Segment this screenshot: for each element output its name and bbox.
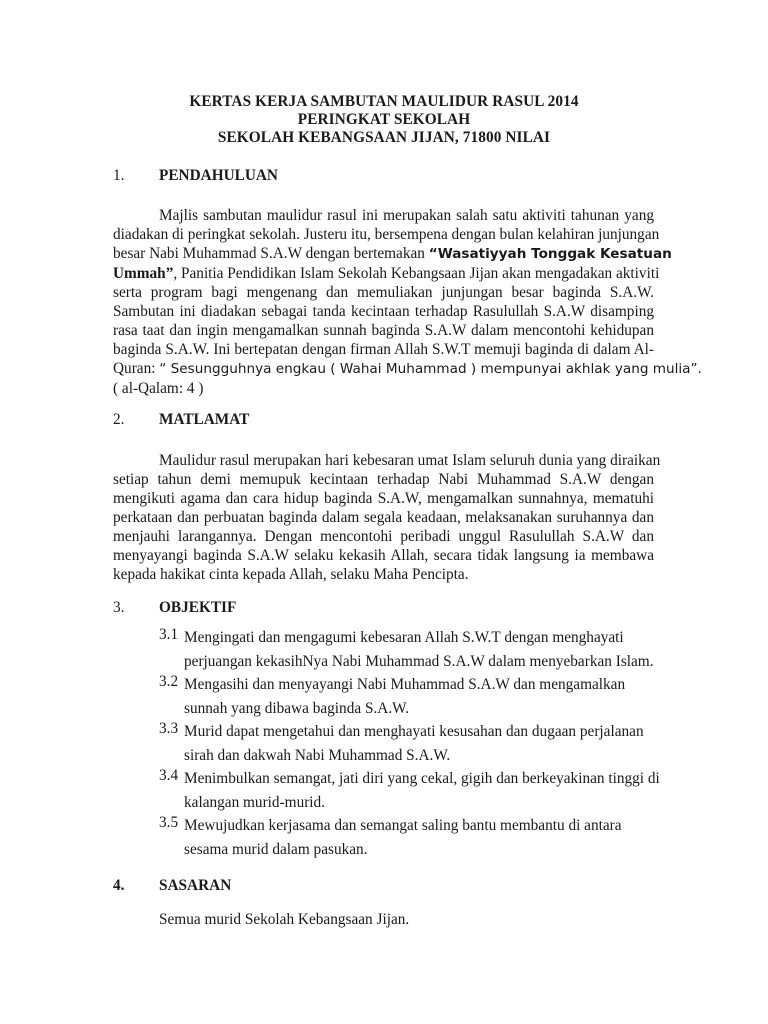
paragraph-line: Semua murid Sekolah Kebangsaan Jijan. <box>159 911 410 928</box>
paragraph-line: Ummah”, Panitia Pendidikan Islam Sekolah Kebangsaan Jijan akan mengadakan aktiviti <box>113 265 660 282</box>
section-heading-objektif <box>113 599 236 617</box>
objective-item <box>159 720 659 767</box>
section-title: SASARAN <box>159 877 232 894</box>
objective-number: 3.2 <box>159 673 179 690</box>
theme-text: Ummah” <box>113 265 174 282</box>
paragraph-line: ( al-Qalam: 4 ) <box>113 380 204 397</box>
paragraph-line: besar Nabi Muhammad S.A.W dengan bertemakan “Wasatiyyah Tonggak Kesatuan <box>113 245 672 262</box>
paragraph-line: Majlis sambutan maulidur rasul ini merupakan salah satu aktiviti tahunan yang <box>159 207 654 224</box>
paragraph-line: menjauhi larangannya. Dengan mencontohi peribadi unggul Rasulullah S.A.W dan <box>113 528 654 545</box>
objective-text: Mengingati dan mengagumi kebesaran Allah S.W.T dengan menghayati perjuangan kekasihNya Nabi Muhammad S.A.W dalam menyebarkan Islam. <box>184 629 654 670</box>
paragraph-line: perkataan dan perbuatan baginda dalam segala keadaan, melaksanakan suruhannya dan <box>113 509 654 526</box>
title-line-3: SEKOLAH KEBANGSAAN JIJAN, 71800 NILAI <box>217 129 551 146</box>
objective-text: Menimbulkan semangat, jati diri yang cekal, gigih dan berkeyakinan tinggi di kalangan murid-murid. <box>184 770 660 811</box>
section-heading-sasaran <box>113 877 231 895</box>
section-number: 2. <box>113 411 125 428</box>
objective-text: Mengasihi dan menyayangi Nabi Muhammad S.A.W dan mengamalkan sunnah yang dibawa baginda S.A.W. <box>184 676 626 717</box>
paragraph-line: Quran: “ Sesungguhnya engkau ( Wahai Muhammad ) mempunyai akhlak yang mulia”. <box>113 360 702 377</box>
objective-number: 3.3 <box>159 720 179 737</box>
section-heading-matlamat <box>113 411 249 429</box>
paragraph-line: setiap tahun demi memupuk kecintaan terhadap Nabi Muhammad S.A.W dengan <box>113 471 654 488</box>
paragraph-line: menyayangi baginda S.A.W selaku kekasih Allah, secara tidak langsung ia membawa <box>113 547 654 564</box>
title-line-1: KERTAS KERJA SAMBUTAN MAULIDUR RASUL 2014 <box>189 93 579 110</box>
objective-text: Mewujudkan kerjasama dan semangat saling bantu membantu di antara sesama murid dalam pasukan. <box>184 817 622 858</box>
section-number: 3. <box>113 599 125 616</box>
section-number: 1. <box>113 167 125 184</box>
paragraph-line: Maulidur rasul merupakan hari kebesaran umat Islam seluruh dunia yang diraikan <box>159 452 661 469</box>
paragraph-sasaran <box>113 910 654 929</box>
section-title: OBJEKTIF <box>159 599 237 616</box>
objective-item <box>159 626 659 673</box>
paragraph-line: baginda S.A.W. Ini bertepatan dengan firman Allah S.W.T memuji baginda di dalam Al- <box>113 341 654 358</box>
theme-text: “Wasatiyyah Tonggak Kesatuan <box>428 246 672 262</box>
paragraph-pendahuluan <box>113 206 702 398</box>
objective-text: Murid dapat mengetahui dan menghayati kesusahan dan dugaan perjalanan sirah dan dakwah Nabi Muhammad S.A.W. <box>184 723 644 764</box>
objective-number: 3.5 <box>159 814 179 831</box>
section-title: PENDAHULUAN <box>159 167 278 184</box>
paragraph-line: Sambutan ini diadakan sebagai tanda kecintaan terhadap Rasulullah S.A.W disamping <box>113 303 654 320</box>
section-title: MATLAMAT <box>159 411 250 428</box>
objective-item <box>159 767 659 814</box>
document-title <box>0 93 768 147</box>
paragraph-line: mengikuti agama dan cara hidup baginda S.A.W, mengamalkan sunnahnya, mematuhi <box>113 490 654 507</box>
paragraph-line: diadakan di peringkat sekolah. Justeru itu, bersempena dengan bulan kelahiran junjungan <box>113 226 660 243</box>
objective-number: 3.1 <box>159 626 179 643</box>
paragraph-line: kepada hakikat cinta kepada Allah, selaku Maha Pencipta. <box>113 566 469 583</box>
objective-item <box>159 814 659 861</box>
objective-item <box>159 673 659 720</box>
paragraph-matlamat <box>113 451 661 584</box>
section-number: 4. <box>113 877 125 894</box>
paragraph-line: rasa taat dan ingin mengamalkan sunnah baginda S.A.W dalam mencontohi kehidupan <box>113 322 654 339</box>
paragraph-line: serta program bagi mengenang dan memuliakan junjungan besar baginda S.A.W. <box>113 284 654 301</box>
objective-number: 3.4 <box>159 767 179 784</box>
section-heading-pendahuluan <box>113 167 278 185</box>
title-line-2: PERINGKAT SEKOLAH <box>297 111 471 128</box>
objective-list <box>159 626 659 861</box>
quran-quote: “ Sesungguhnya engkau ( Wahai Muhammad ) mempunyai akhlak yang mulia”. <box>159 361 702 377</box>
